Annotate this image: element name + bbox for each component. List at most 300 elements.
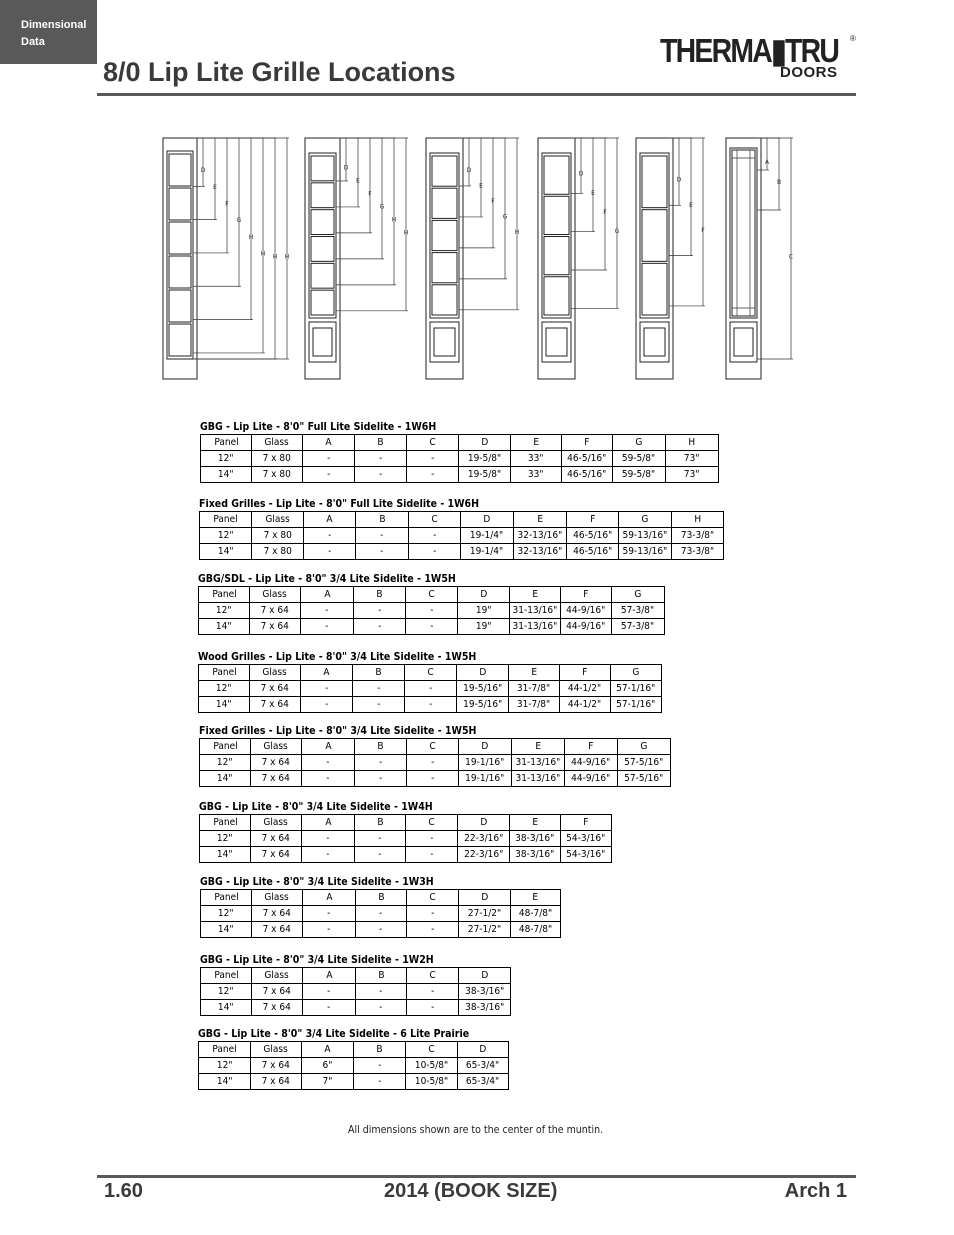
table-cell (355, 831, 406, 847)
table-header-cell (407, 739, 459, 755)
table-header-cell (512, 739, 565, 755)
table-cell (407, 984, 459, 1000)
glass-lite (544, 156, 569, 194)
cell-text: Glass (263, 740, 289, 752)
cell-text: 27-1/2" (467, 907, 502, 919)
kick-panel-inset (313, 328, 332, 356)
cell-text: 7 x 64 (262, 907, 292, 919)
cell-text: 19-5/8" (467, 468, 502, 480)
table-cell (560, 697, 611, 713)
table-cell (303, 906, 356, 922)
cell-text: A (325, 969, 333, 981)
table-header-cell (251, 1042, 302, 1058)
table-header-cell (250, 665, 301, 681)
table-cell (561, 603, 612, 619)
cell-text: - (379, 1001, 383, 1013)
table-cell (458, 603, 510, 619)
table-cell (459, 906, 511, 922)
table-cell (303, 984, 356, 1000)
logo-wordmark: THERMA▮TRU (660, 32, 839, 69)
table-header-cell (251, 815, 302, 831)
dimension-label: A (764, 159, 770, 166)
cell-text: 33" (528, 452, 544, 464)
table-cell (459, 1000, 511, 1016)
table-cell (409, 544, 461, 560)
cell-text: 46-5/16" (567, 452, 607, 464)
table-cell (304, 528, 356, 544)
table-cell (251, 831, 302, 847)
cell-text: Panel (213, 969, 239, 981)
cell-text: - (430, 756, 435, 768)
cell-text: 73-3/8" (680, 529, 715, 541)
dimension-table-block (199, 723, 671, 787)
cell-text: F (582, 666, 588, 678)
table-header-cell (200, 512, 252, 528)
glass-lite (544, 277, 569, 315)
cell-text: - (378, 756, 383, 768)
dimension-label: E (689, 201, 693, 209)
table-cell (409, 528, 461, 544)
cell-text: - (379, 907, 383, 919)
cell-text: - (325, 604, 329, 616)
cell-text: 19-5/16" (462, 682, 503, 694)
table-caption: GBG - Lip Lite - 8'0" 3/4 Lite Sidelite - 1W2H (200, 953, 434, 966)
table-caption: GBG - Lip Lite - 8'0" 3/4 Lite Sidelite - 1W3H (200, 875, 434, 888)
cell-text: 33" (528, 468, 544, 480)
dimension-label: F (701, 226, 705, 234)
cell-text: - (432, 529, 437, 541)
cell-text: 31-7/8" (517, 698, 551, 710)
table-cell (201, 922, 252, 938)
cell-text: - (326, 848, 330, 860)
cell-text: Glass (264, 436, 290, 448)
cell-text: - (325, 620, 329, 632)
table-header-row (200, 815, 612, 831)
table-caption: GBG - Lip Lite - 8'0" 3/4 Lite Sidelite - 6 Lite Prairie (198, 1027, 470, 1040)
table-header-cell (251, 739, 302, 755)
dimension-table (199, 814, 612, 863)
cell-text: 14" (216, 1075, 233, 1087)
cell-text: 44-1/2" (568, 682, 602, 694)
dimensions-note: All dimensions shown are to the center of the muntin. (348, 1123, 604, 1136)
cell-text: 12" (217, 529, 234, 541)
cell-text: F (583, 588, 589, 600)
cell-text: - (377, 1059, 382, 1071)
cell-text: 57-3/8" (621, 604, 655, 616)
table-header-cell (458, 587, 510, 603)
dimension-label: H (248, 233, 254, 241)
glass-frame (542, 153, 571, 318)
cell-text: Panel (211, 666, 237, 678)
cell-text: D (481, 969, 488, 981)
table-row (199, 619, 665, 635)
cell-text: D (481, 740, 489, 752)
table-cell (251, 771, 302, 787)
dimension-table-block (199, 799, 612, 863)
cell-text: Panel (213, 891, 239, 903)
table-cell (201, 451, 252, 467)
glass-lite (169, 290, 191, 322)
cell-text: 7 x 80 (262, 452, 292, 464)
table-cell (458, 1074, 509, 1090)
table-cell (459, 922, 511, 938)
table-header-cell (356, 968, 407, 984)
table-header-cell (252, 968, 303, 984)
table-header-cell (302, 815, 355, 831)
cell-text: 12" (217, 832, 233, 844)
sidelite-frame (163, 138, 197, 379)
cell-text: Panel (211, 588, 237, 600)
cell-text: 19" (475, 604, 492, 616)
table-cell (353, 681, 405, 697)
table-row (199, 697, 662, 713)
glass-frame (640, 153, 669, 318)
table-cell (355, 771, 407, 787)
logo-registered-mark: ® (850, 34, 856, 43)
cell-text: - (380, 529, 384, 541)
table-header-cell (354, 1042, 406, 1058)
table-header-cell (458, 815, 510, 831)
table-cell (353, 697, 405, 713)
table-cell (561, 619, 612, 635)
cell-text: 44-9/16" (571, 756, 611, 768)
table-header-row (200, 739, 671, 755)
cell-text: 12" (216, 682, 232, 694)
cell-text: A (324, 816, 332, 828)
cell-text: C (431, 513, 438, 525)
cell-text: 19" (475, 620, 492, 632)
dimension-label: E (479, 182, 483, 190)
table-cell (619, 528, 672, 544)
table-header-row (201, 890, 561, 906)
cell-text: D (480, 816, 487, 828)
cell-text: - (327, 1001, 331, 1013)
table-cell (301, 619, 354, 635)
cell-text: 7 x 80 (263, 529, 292, 541)
cell-text: 19-1/4" (470, 529, 504, 541)
table-cell (199, 603, 250, 619)
table-header-cell (356, 512, 409, 528)
table-cell (407, 906, 459, 922)
table-cell (560, 681, 611, 697)
table-cell (251, 1058, 302, 1074)
cell-text: 7 x 64 (262, 923, 292, 935)
table-header-cell (511, 435, 562, 451)
cell-text: 31-13/16" (515, 756, 561, 768)
table-cell (459, 451, 511, 467)
glass-lite (311, 263, 334, 288)
cell-text: 57-1/16" (616, 698, 656, 710)
cell-text: - (376, 682, 381, 694)
cell-text: 7 x 64 (262, 1001, 292, 1013)
table-cell (562, 467, 613, 483)
table-cell (612, 603, 665, 619)
glass-lite (432, 188, 457, 218)
cell-text: 7 x 80 (262, 468, 292, 480)
table-header-row (201, 968, 511, 984)
cell-text: H (688, 436, 696, 448)
cell-text: 57-1/16" (616, 682, 656, 694)
table-cell (201, 467, 252, 483)
dimension-table (199, 511, 724, 560)
dimension-label: E (591, 189, 595, 197)
cell-text: E (532, 816, 538, 828)
table-cell (200, 528, 252, 544)
cell-text: Panel (212, 1043, 237, 1055)
table-header-cell (406, 587, 458, 603)
table-cell (301, 697, 353, 713)
glass-lite (642, 156, 667, 208)
table-cell (611, 697, 662, 713)
cell-text: - (326, 772, 330, 784)
table-header-cell (666, 435, 719, 451)
cell-text: 14" (217, 772, 233, 784)
cell-text: E (532, 891, 539, 903)
glass-lite (432, 285, 457, 315)
cell-text: 7 x 64 (261, 848, 291, 860)
table-row (199, 1058, 509, 1074)
table-cell (459, 771, 512, 787)
cell-text: Glass (264, 891, 290, 903)
table-cell (201, 984, 252, 1000)
cell-text: E (535, 740, 541, 752)
table-header-cell (356, 890, 407, 906)
table-cell (252, 451, 303, 467)
table-header-cell (252, 890, 303, 906)
dimension-label: D (676, 176, 682, 184)
dimension-label: G (236, 217, 242, 225)
cell-text: B (376, 1043, 383, 1055)
cell-text: - (377, 604, 382, 616)
cell-text: 14" (216, 698, 232, 710)
table-cell (252, 906, 303, 922)
table-header-cell (302, 739, 355, 755)
cell-text: 10-5/8" (414, 1059, 449, 1071)
table-cell (303, 467, 355, 483)
dimension-label: H (284, 253, 290, 261)
dimension-label: H (272, 253, 278, 261)
cell-text: 7 x 64 (262, 985, 292, 997)
cell-text: 65-3/4" (466, 1059, 500, 1071)
cell-text: - (380, 545, 384, 557)
cell-text: 14" (217, 545, 234, 557)
table-cell (303, 922, 356, 938)
cell-text: 7" (322, 1075, 333, 1087)
cell-text: - (379, 985, 383, 997)
table-cell (562, 451, 613, 467)
cell-text: C (429, 891, 436, 903)
cell-text: - (326, 832, 330, 844)
table-cell (510, 847, 561, 863)
table-cell (461, 528, 514, 544)
cell-text: 31-13/16" (512, 620, 558, 632)
table-header-cell (201, 435, 252, 451)
table-header-cell (252, 435, 303, 451)
cell-text: 73-3/8" (680, 545, 715, 557)
table-header-cell (252, 512, 304, 528)
dimension-label: D (578, 170, 584, 178)
table-header-cell (199, 665, 250, 681)
table-cell (304, 544, 356, 560)
cell-text: - (327, 529, 332, 541)
cell-text: 38-3/16" (515, 848, 555, 860)
table-caption: GBG - Lip Lite - 8'0" Full Lite Sidelite - 1W6H (200, 420, 437, 433)
table-cell (354, 619, 406, 635)
table-cell (251, 847, 302, 863)
cell-text: B (377, 969, 385, 981)
table-cell (512, 755, 565, 771)
cell-text: B (377, 436, 384, 448)
glass-frame (167, 151, 193, 359)
cell-text: C (429, 740, 436, 752)
cell-text: A (326, 513, 333, 525)
table-cell (301, 603, 354, 619)
glass-lite (311, 183, 334, 208)
table-cell (200, 771, 251, 787)
cell-text: D (481, 891, 488, 903)
table-row (201, 922, 561, 938)
table-cell (250, 681, 301, 697)
table-header-cell (407, 890, 459, 906)
cell-text: 7 x 64 (260, 682, 290, 694)
cell-text: - (430, 1001, 435, 1013)
glass-frame (730, 148, 757, 318)
footer-rule (97, 1175, 856, 1178)
table-header-cell (353, 665, 405, 681)
cell-text: 12" (216, 604, 232, 616)
cell-text: - (327, 923, 331, 935)
table-header-row (201, 435, 719, 451)
cell-text: C (428, 588, 435, 600)
sidelite-frame (305, 138, 340, 379)
table-row (200, 755, 671, 771)
glass-lite (432, 253, 457, 283)
cell-text: - (324, 682, 329, 694)
table-cell (302, 847, 355, 863)
table-header-cell (560, 665, 611, 681)
dimension-label: D (200, 167, 206, 175)
table-cell (199, 697, 250, 713)
cell-text: - (429, 832, 434, 844)
dimension-table-block (198, 571, 665, 635)
cell-text: E (533, 436, 539, 448)
glass-lite (311, 237, 334, 262)
dimension-label: G (379, 203, 385, 211)
dimension-label: F (491, 197, 495, 205)
glass-lite (642, 210, 667, 262)
table-row (200, 847, 612, 863)
dimension-label: E (356, 177, 360, 185)
cell-text: 32-13/16" (517, 545, 563, 557)
cell-text: 38-3/16" (464, 985, 505, 997)
cell-text: - (430, 772, 435, 784)
table-cell (355, 467, 407, 483)
table-header-cell (199, 1042, 251, 1058)
cell-text: Glass (263, 1043, 289, 1055)
cell-text: 73" (684, 452, 700, 464)
table-cell (354, 603, 406, 619)
table-cell (407, 755, 459, 771)
table-cell (201, 906, 252, 922)
glass-lite (311, 156, 334, 181)
table-caption: GBG - Lip Lite - 8'0" 3/4 Lite Sidelite - 1W4H (199, 800, 433, 813)
dimension-label: B (776, 179, 782, 186)
cell-text: C (429, 436, 436, 448)
cell-text: - (379, 923, 383, 935)
cell-text: 57-5/16" (624, 772, 664, 784)
table-cell (199, 1074, 251, 1090)
glass-lite (432, 220, 457, 250)
cell-text: 22-3/16" (463, 848, 504, 860)
dimension-table-block (198, 649, 662, 713)
glass-lite (169, 154, 191, 186)
table-header-cell (672, 512, 724, 528)
kick-panel-inset (734, 328, 753, 356)
table-cell (406, 603, 458, 619)
table-header-cell (567, 512, 619, 528)
table-cell (200, 831, 251, 847)
cell-text: Glass (265, 513, 290, 525)
table-cell (510, 619, 561, 635)
table-cell (457, 681, 509, 697)
table-header-cell (459, 968, 511, 984)
page-title: 8/0 Lip Lite Grille Locations (103, 57, 456, 87)
cell-text: - (432, 545, 437, 557)
cell-text: Panel (213, 513, 238, 525)
table-header-cell (461, 512, 514, 528)
table-header-cell (613, 435, 666, 451)
table-cell (613, 467, 666, 483)
table-header-cell (619, 512, 672, 528)
table-cell (405, 697, 457, 713)
cell-text: 7 x 64 (261, 832, 291, 844)
glass-lite (311, 290, 334, 315)
table-header-row (199, 587, 665, 603)
dimension-label: F (603, 209, 607, 216)
cell-text: 38-3/16" (515, 832, 555, 844)
glass-lite (311, 210, 334, 235)
table-header-cell (510, 815, 561, 831)
table-header-cell (201, 890, 252, 906)
cell-text: D (479, 666, 486, 678)
table-row (201, 906, 561, 922)
cell-text: D (483, 513, 491, 525)
table-header-cell (409, 512, 461, 528)
table-cell (666, 451, 719, 467)
cell-text: B (377, 740, 384, 752)
cell-text: 44-9/16" (566, 604, 606, 616)
cell-text: - (326, 452, 331, 464)
dimension-table-block (198, 1026, 513, 1090)
cell-text: 73" (684, 468, 700, 480)
cell-text: 31-13/16" (515, 772, 561, 784)
cell-text: G (632, 666, 640, 678)
dimension-table-block (200, 874, 561, 938)
table-cell (200, 755, 251, 771)
cell-text: 7 x 64 (260, 698, 290, 710)
table-header-cell (511, 890, 561, 906)
cell-text: - (327, 907, 331, 919)
cell-text: - (378, 452, 383, 464)
table-header-cell (509, 665, 560, 681)
dimension-label: F (225, 200, 229, 208)
table-cell (407, 771, 459, 787)
cell-text: - (378, 832, 382, 844)
cell-text: - (430, 923, 435, 935)
table-cell (458, 1058, 509, 1074)
table-header-cell (354, 587, 406, 603)
cell-text: - (377, 620, 382, 632)
